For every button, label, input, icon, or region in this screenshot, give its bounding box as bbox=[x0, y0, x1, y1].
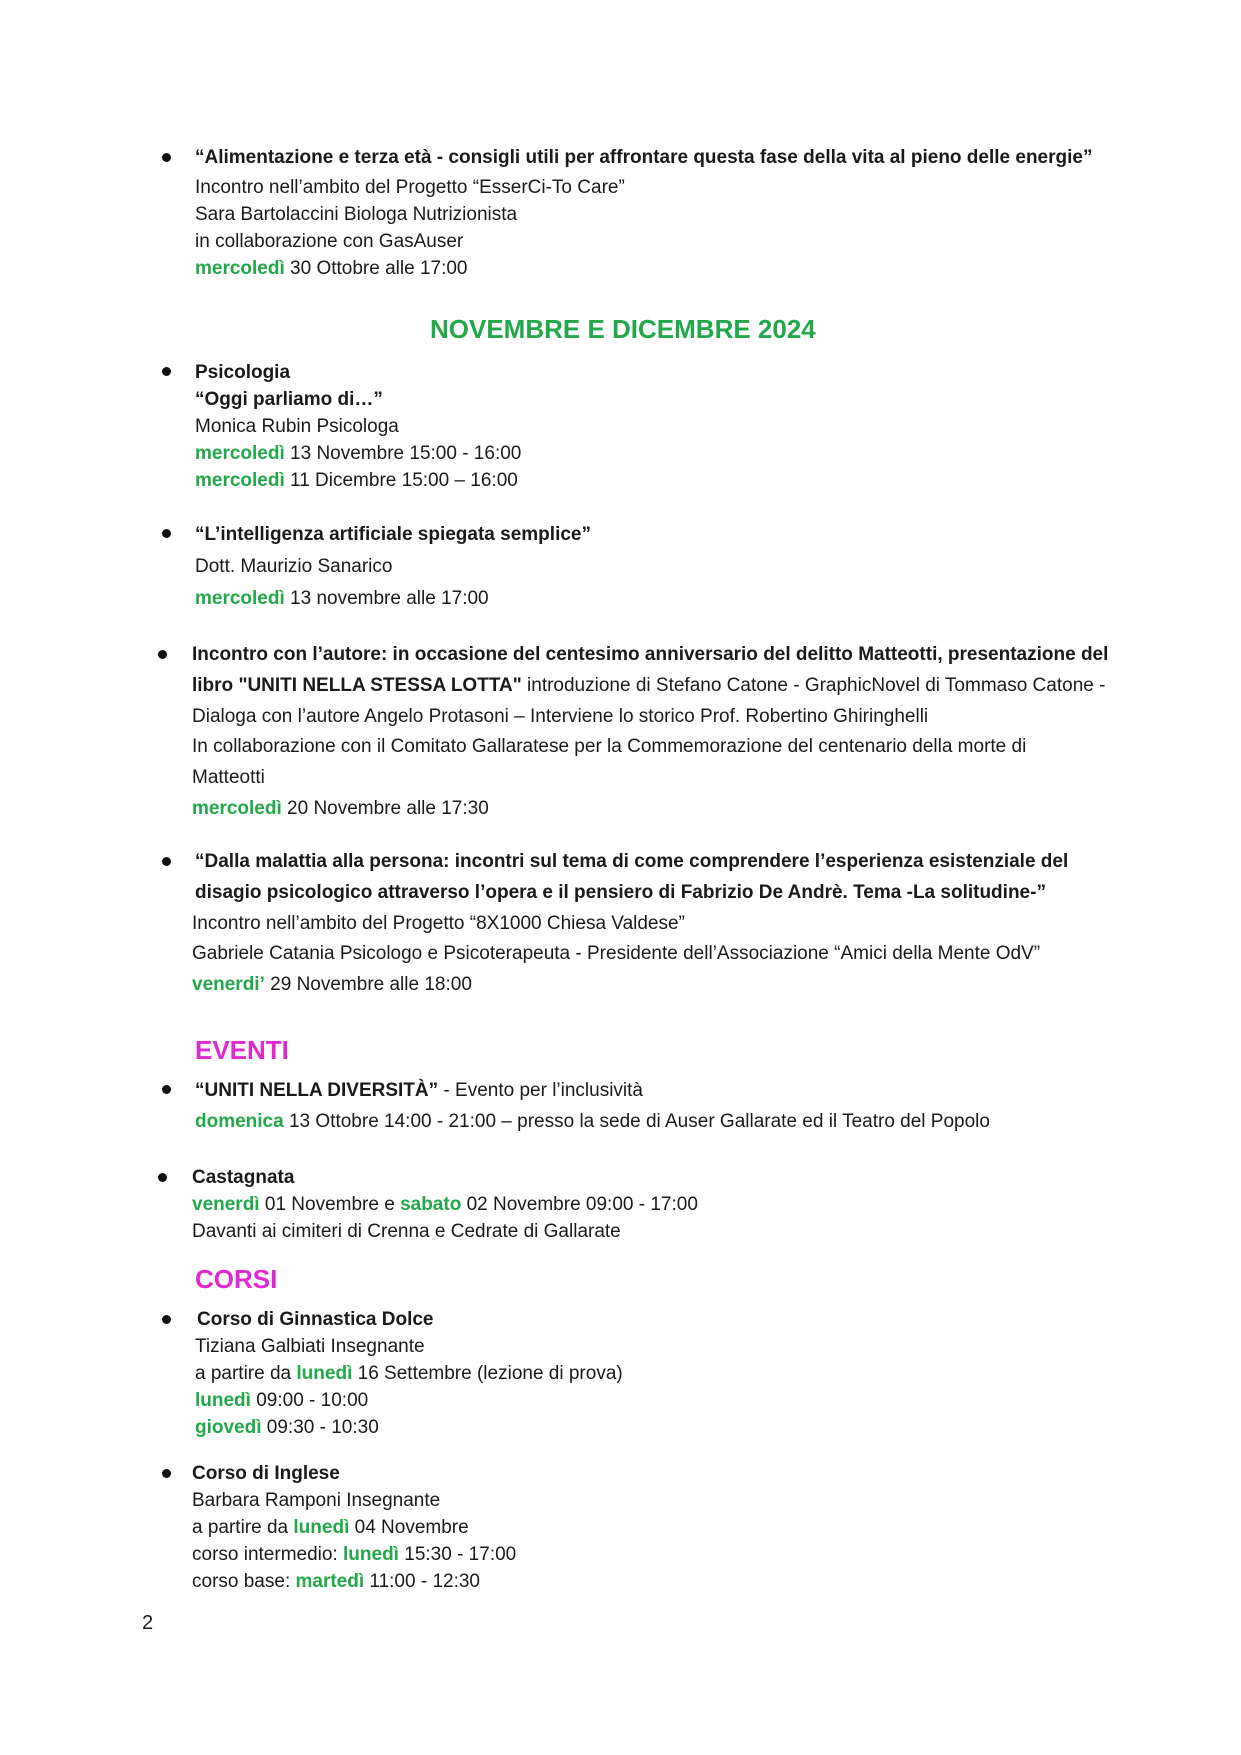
entry-title: Incontro con l’autore: in occasione del centesimo anniversario del delitto Matteotti, presentazione del bbox=[192, 644, 1109, 665]
entry-title: Corso di Ginnastica Dolce bbox=[197, 1309, 434, 1330]
day-label: mercoledì bbox=[195, 470, 285, 491]
entry-start: a partire da lunedì 04 Novembre bbox=[192, 1517, 469, 1538]
day-label: lunedì bbox=[195, 1390, 251, 1411]
bullet-icon bbox=[162, 857, 171, 866]
day-label: lunedì bbox=[293, 1517, 350, 1538]
entry-speaker: Monica Rubin Psicologa bbox=[195, 416, 399, 437]
entry-collab-cont: Matteotti bbox=[192, 767, 265, 788]
day-label: venerdi’ bbox=[192, 974, 265, 995]
bullet-icon bbox=[158, 650, 167, 659]
entry-schedule: corso intermedio: lunedì 15:30 - 17:00 bbox=[192, 1544, 517, 1565]
entry-project: Incontro nell’ambito del Progetto “8X1000 Chiesa Valdese” bbox=[192, 913, 685, 934]
entry-date: mercoledì 13 novembre alle 17:00 bbox=[195, 588, 489, 609]
entry-schedule: giovedì 09:30 - 10:30 bbox=[195, 1417, 379, 1438]
day-label: mercoledì bbox=[195, 443, 285, 464]
entry-title: Psicologia bbox=[195, 362, 291, 383]
day-label: venerdì bbox=[192, 1194, 260, 1215]
section-title-novembre-dicembre: NOVEMBRE E DICEMBRE 2024 bbox=[430, 314, 816, 344]
entry-title: “L’intelligenza artificiale spiegata semplice” bbox=[195, 524, 591, 545]
entry-subtitle: “Oggi parliamo di…” bbox=[195, 389, 383, 410]
entry-title: “Alimentazione e terza età - consigli utili per affrontare questa fase della vita al pieno delle energie” bbox=[195, 147, 1093, 168]
bullet-icon bbox=[162, 1315, 171, 1324]
entry-teacher: Barbara Ramponi Insegnante bbox=[192, 1490, 441, 1511]
bullet-icon bbox=[162, 153, 171, 162]
entry-speaker: Dott. Maurizio Sanarico bbox=[195, 556, 393, 577]
entry-title-cont: disagio psicologico attraverso l’opera e il pensiero di Fabrizio De Andrè. Tema -La solitudine-” bbox=[195, 882, 1046, 903]
bullet-icon bbox=[162, 367, 171, 376]
entry-title: Castagnata bbox=[192, 1167, 295, 1188]
entry-schedule: corso base: martedì 11:00 - 12:30 bbox=[192, 1571, 480, 1592]
entry-dialogue: Dialoga con l’autore Angelo Protasoni – Interviene lo storico Prof. Robertino Ghiringhelli bbox=[192, 706, 929, 727]
bullet-icon bbox=[162, 529, 171, 538]
entry-title: “Dalla malattia alla persona: incontri sul tema di come comprendere l’esperienza esistenziale del bbox=[195, 851, 1069, 872]
entry-collab: In collaborazione con il Comitato Gallaratese per la Commemorazione del centenario della morte di bbox=[192, 736, 1027, 757]
bullet-icon bbox=[162, 1085, 171, 1094]
bullet-icon bbox=[158, 1173, 167, 1182]
entry-teacher: Tiziana Galbiati Insegnante bbox=[195, 1336, 425, 1357]
entry-date: venerdi’ 29 Novembre alle 18:00 bbox=[192, 974, 472, 995]
entry-date: mercoledì 13 Novembre 15:00 - 16:00 bbox=[195, 443, 522, 464]
entry-date: mercoledì 11 Dicembre 15:00 – 16:00 bbox=[195, 470, 518, 491]
section-title-eventi: EVENTI bbox=[195, 1035, 289, 1065]
entry-date: mercoledì 30 Ottobre alle 17:00 bbox=[195, 258, 468, 279]
entry-collab: in collaborazione con GasAuser bbox=[195, 231, 464, 252]
day-label: mercoledì bbox=[192, 798, 282, 819]
entry-date: mercoledì 20 Novembre alle 17:30 bbox=[192, 798, 489, 819]
entry-title: Corso di Inglese bbox=[192, 1463, 340, 1484]
entry-place: Davanti ai cimiteri di Crenna e Cedrate di Gallarate bbox=[192, 1221, 621, 1242]
entry-title: “UNITI NELLA DIVERSITÀ” - Evento per l’inclusività bbox=[195, 1080, 644, 1101]
section-title-corsi: CORSI bbox=[195, 1264, 278, 1294]
entry-project: Incontro nell’ambito del Progetto “EsserCi-To Care” bbox=[195, 177, 625, 198]
day-label: martedì bbox=[295, 1571, 365, 1592]
day-label: sabato bbox=[400, 1194, 462, 1215]
day-label: lunedì bbox=[343, 1544, 399, 1565]
page-number: 2 bbox=[142, 1612, 154, 1634]
day-label: lunedì bbox=[296, 1363, 353, 1384]
entry-speaker: Gabriele Catania Psicologo e Psicoterapeuta - Presidente dell’Associazione “Amici della Mente OdV” bbox=[192, 943, 1041, 964]
day-label: domenica bbox=[195, 1111, 284, 1132]
entry-date: domenica 13 Ottobre 14:00 - 21:00 – presso la sede di Auser Gallarate ed il Teatro del Popolo bbox=[195, 1111, 990, 1132]
day-label: mercoledì bbox=[195, 258, 285, 279]
entry-date: venerdì 01 Novembre e sabato 02 Novembre 09:00 - 17:00 bbox=[192, 1194, 698, 1215]
bullet-icon bbox=[162, 1469, 171, 1478]
day-label: giovedì bbox=[195, 1417, 262, 1438]
day-label: mercoledì bbox=[195, 588, 285, 609]
entry-speaker: Sara Bartolaccini Biologa Nutrizionista bbox=[195, 204, 518, 225]
entry-start: a partire da lunedì 16 Settembre (lezione di prova) bbox=[195, 1363, 623, 1384]
entry-schedule: lunedì 09:00 - 10:00 bbox=[195, 1390, 369, 1411]
entry-book: libro "UNITI NELLA STESSA LOTTA" introduzione di Stefano Catone - GraphicNovel di Tommaso Catone - bbox=[192, 675, 1106, 696]
